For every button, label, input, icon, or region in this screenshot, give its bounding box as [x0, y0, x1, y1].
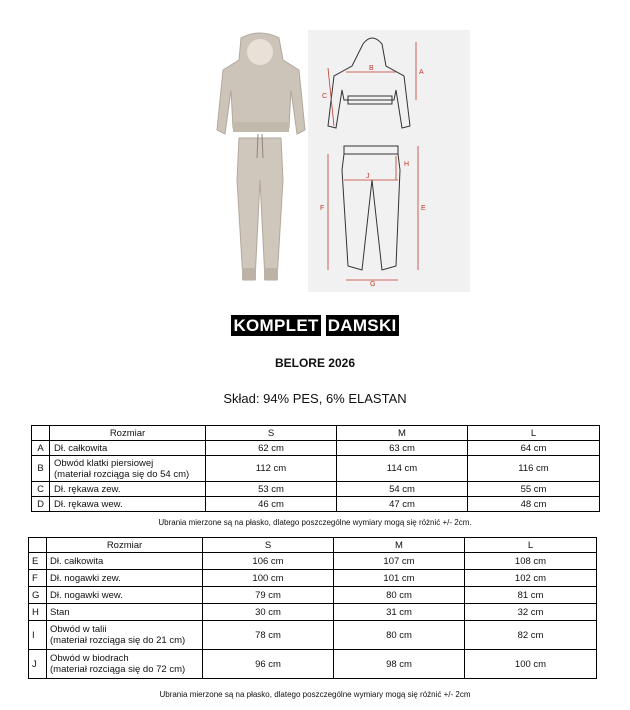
header-cell: L: [468, 426, 600, 441]
row-label: [47, 587, 203, 604]
row-label-text: Dł. rękawa wew.: [54, 498, 123, 510]
row-key: H: [29, 604, 47, 621]
product-photo: [213, 30, 307, 292]
title-part-2: DAMSKI: [327, 316, 397, 335]
page-title: [0, 316, 630, 336]
size-l-cell: 48 cm: [468, 497, 600, 512]
size-l-cell: 82 cm: [465, 621, 597, 650]
diagram-label-b: B: [369, 65, 374, 72]
table-row: [32, 441, 600, 456]
size-m-cell: 80 cm: [334, 587, 465, 604]
size-diagram: [308, 30, 470, 292]
size-s-cell: 96 cm: [203, 650, 334, 679]
size-s-cell: 79 cm: [203, 587, 334, 604]
row-label-note: (materiał rozciąga się do 54 cm): [54, 468, 190, 480]
diagram-label-g: G: [370, 281, 376, 288]
size-m-cell: 101 cm: [334, 570, 465, 587]
header-cell: M: [334, 538, 465, 553]
size-table-top: [31, 425, 600, 512]
table-row: [29, 650, 597, 679]
table-row: [32, 497, 600, 512]
row-label-text: Obwód w talii: [50, 624, 107, 635]
row-key: F: [29, 570, 47, 587]
diagram-label-j: J: [366, 173, 370, 180]
title-part-1: KOMPLET: [233, 316, 319, 335]
measurement-note: Ubrania mierzone są na płasko, dlatego poszczególne wymiary mogą się różnić +/- 2cm.: [158, 518, 472, 527]
row-key: D: [32, 497, 50, 512]
row-label: [47, 570, 203, 587]
table-row: [29, 604, 597, 621]
header-cell: S: [206, 426, 337, 441]
size-m-cell: 54 cm: [337, 482, 468, 497]
table-header: [29, 538, 597, 553]
size-l-cell: 108 cm: [465, 553, 597, 570]
row-label-text: Obwód klatki piersiowej: [54, 457, 154, 469]
diagram-label-a: A: [419, 69, 424, 76]
diagram-label-e: E: [421, 205, 426, 212]
table-row: [32, 482, 600, 497]
size-l-cell: 100 cm: [465, 650, 597, 679]
row-key: C: [32, 482, 50, 497]
size-l-cell: 64 cm: [468, 441, 600, 456]
row-label: [47, 621, 203, 650]
size-l-cell: 116 cm: [468, 456, 600, 482]
size-l-cell: 102 cm: [465, 570, 597, 587]
row-label-text: Dł. całkowita: [50, 555, 104, 567]
size-s-cell: 100 cm: [203, 570, 334, 587]
diagram-label-c: C: [322, 93, 328, 100]
size-s-cell: 106 cm: [203, 553, 334, 570]
row-label: [50, 441, 206, 456]
size-s-cell: 112 cm: [206, 456, 337, 482]
header-cell: S: [203, 538, 334, 553]
row-label-text: Dł. nogawki zew.: [50, 572, 121, 584]
table-row: [29, 587, 597, 604]
size-l-cell: 55 cm: [468, 482, 600, 497]
header-cell: Rozmiar: [50, 426, 206, 441]
row-label-note: (materiał rozciąga się do 72 cm): [50, 664, 186, 675]
row-label-text: Dł. rękawa zew.: [54, 483, 121, 495]
diagram-label-h: H: [404, 161, 410, 168]
size-s-cell: 62 cm: [206, 441, 337, 456]
row-key: E: [29, 553, 47, 570]
subtitle: BELORE 2026: [274, 356, 356, 370]
header-cell: [29, 538, 47, 553]
row-label: [50, 456, 206, 482]
row-key: G: [29, 587, 47, 604]
header-cell: [32, 426, 50, 441]
table-row: [29, 553, 597, 570]
row-label-text: Obwód w biodrach: [50, 653, 129, 664]
size-m-cell: 114 cm: [337, 456, 468, 482]
size-l-cell: 81 cm: [465, 587, 597, 604]
size-m-cell: 98 cm: [334, 650, 465, 679]
header-cell: Rozmiar: [47, 538, 203, 553]
size-l-cell: 32 cm: [465, 604, 597, 621]
table-row: [29, 621, 597, 650]
row-label-text: Dł. nogawki wew.: [50, 589, 123, 601]
size-s-cell: 46 cm: [206, 497, 337, 512]
row-label: [50, 482, 206, 497]
table-header: [32, 426, 600, 441]
header-cell: L: [465, 538, 597, 553]
size-m-cell: 31 cm: [334, 604, 465, 621]
size-s-cell: 53 cm: [206, 482, 337, 497]
size-m-cell: 63 cm: [337, 441, 468, 456]
row-label-note: (materiał rozciąga się do 21 cm): [50, 635, 186, 646]
measurement-note: Ubrania mierzone są na płasko, dlatego poszczególne wymiary mogą się różnić +/- 2cm: [159, 690, 471, 699]
row-key: B: [32, 456, 50, 482]
row-key: I: [29, 621, 47, 650]
row-key: A: [32, 441, 50, 456]
row-label: [47, 604, 203, 621]
row-label: [47, 650, 203, 679]
row-label: [50, 497, 206, 512]
diagram-label-f: F: [320, 205, 325, 212]
row-label-text: Dł. całkowita: [54, 442, 108, 454]
table-row: [29, 570, 597, 587]
size-m-cell: 80 cm: [334, 621, 465, 650]
row-label: [47, 553, 203, 570]
row-key: J: [29, 650, 47, 679]
header-cell: M: [337, 426, 468, 441]
table-row: [32, 456, 600, 482]
row-label-text: Stan: [50, 606, 70, 618]
size-s-cell: 30 cm: [203, 604, 334, 621]
size-m-cell: 107 cm: [334, 553, 465, 570]
size-s-cell: 78 cm: [203, 621, 334, 650]
composition: Skład: 94% PES, 6% ELASTAN: [223, 391, 407, 406]
size-table-bottom: [28, 537, 597, 679]
size-m-cell: 47 cm: [337, 497, 468, 512]
